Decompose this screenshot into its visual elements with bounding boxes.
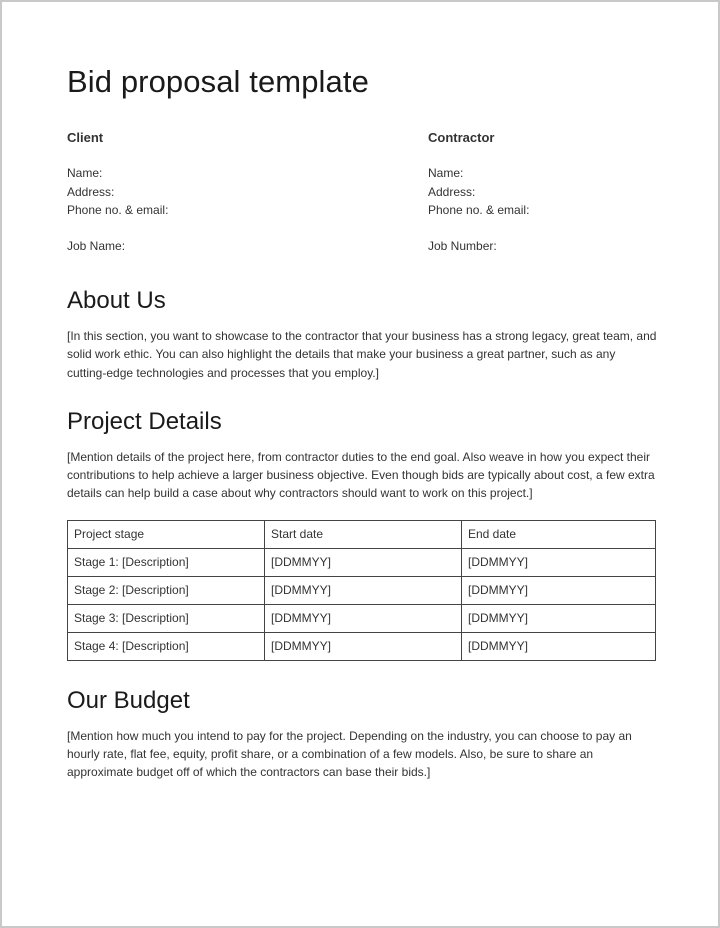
- parties-section: [67, 130, 657, 255]
- client-name-label: Name:: [67, 166, 103, 180]
- table-cell: [DDMMYY]: [265, 604, 462, 632]
- contractor-job-number-label: Job Number:: [428, 238, 497, 253]
- project-body: [Mention details of the project here, from contractor duties to the end goal. Also weave in how you expect their contributions to help achieve a larger business objective. Even though bids are typically about cost, a few extra details can help build a case about why contractors should want to work on this project.]: [67, 449, 655, 501]
- project-stages-table: [67, 520, 656, 661]
- table-row: [68, 604, 656, 632]
- table-cell: [DDMMYY]: [462, 576, 656, 604]
- contractor-name-label: Name:: [428, 166, 464, 180]
- table-header-cell: End date: [462, 520, 656, 548]
- table-cell: Stage 2: [Description]: [68, 576, 265, 604]
- client-heading: Client: [67, 130, 104, 145]
- project-heading: Project Details: [67, 407, 222, 435]
- table-header-row: [68, 520, 656, 548]
- table-header-cell: Start date: [265, 520, 462, 548]
- about-heading: About Us: [67, 287, 166, 314]
- table-cell: [DDMMYY]: [265, 576, 462, 604]
- table-row: [68, 548, 656, 576]
- table-cell: [DDMMYY]: [462, 632, 656, 660]
- table-cell: Stage 4: [Description]: [68, 632, 265, 660]
- table-cell: [DDMMYY]: [462, 548, 656, 576]
- client-job-name-label: Job Name:: [67, 238, 126, 253]
- table-cell: [DDMMYY]: [265, 548, 462, 576]
- contractor-phone-label: Phone no. & email:: [428, 203, 530, 217]
- table-cell: Stage 1: [Description]: [68, 548, 265, 576]
- contractor-address-label: Address:: [428, 184, 476, 199]
- budget-body: [Mention how much you intend to pay for the project. Depending on the industry, you can choose to pay an hourly rate, flat fee, equity, profit share, or a combination of a few models. Also, be sure to share an approximate budget off of which the contractors can base their bids.]: [67, 728, 632, 780]
- contractor-block: [428, 130, 657, 255]
- about-body: [In this section, you want to showcase to the contractor that your business has a strong legacy, great team, and solid work ethic. You can also highlight the details that make your business a great partner, such as any cutting-edge technologies and processes that you employ.]: [67, 329, 657, 380]
- budget-heading: Our Budget: [67, 686, 190, 714]
- client-address-label: Address:: [67, 184, 115, 199]
- client-phone-label: Phone no. & email:: [67, 203, 169, 217]
- document-content: [67, 64, 657, 782]
- table-cell: [DDMMYY]: [265, 632, 462, 660]
- table-cell: Stage 3: [Description]: [68, 604, 265, 632]
- client-block: [67, 130, 428, 255]
- table-row: [68, 576, 656, 604]
- document-title: Bid proposal template: [67, 64, 369, 99]
- table-cell: [DDMMYY]: [462, 604, 656, 632]
- table-row: [68, 632, 656, 660]
- contractor-heading: Contractor: [428, 130, 495, 145]
- table-header-cell: Project stage: [68, 520, 265, 548]
